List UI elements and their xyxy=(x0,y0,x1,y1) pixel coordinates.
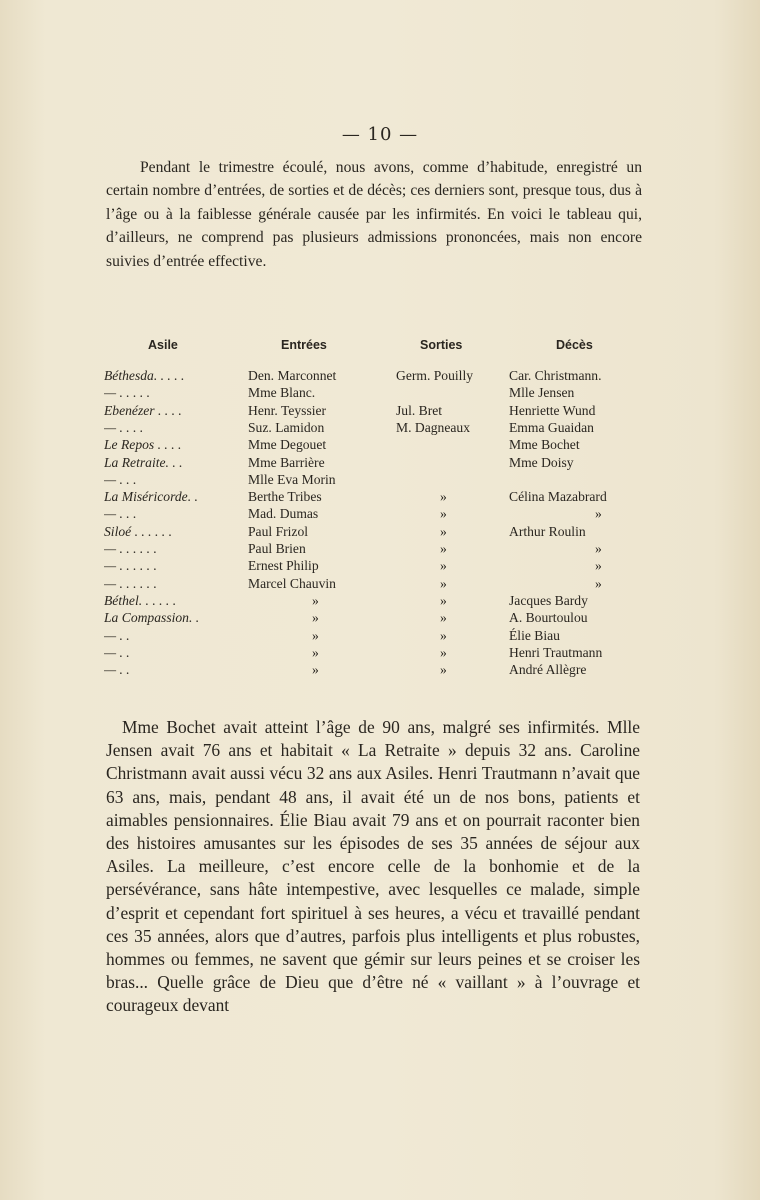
cell-asile: — . . . xyxy=(104,506,137,522)
header-entrees: Entrées xyxy=(281,338,327,352)
cell-entree: Mme Blanc. xyxy=(248,385,316,401)
header-deces: Décès xyxy=(556,338,593,352)
cell-sortie: » xyxy=(440,627,447,643)
cell-deces: Mme Doisy xyxy=(509,454,574,470)
cell-deces: A. Bourtoulou xyxy=(509,610,588,626)
table-row xyxy=(0,593,760,610)
cell-entree: » xyxy=(312,627,319,643)
cell-sortie: » xyxy=(440,541,447,556)
cell-asile: Béthel. . . . . . xyxy=(104,592,177,608)
cell-deces: Mme Bochet xyxy=(509,437,580,453)
cell-asile: La Miséricorde. . xyxy=(104,489,198,505)
cell-asile: La Retraite. . . xyxy=(104,454,183,470)
cell-asile: — . . xyxy=(104,644,130,660)
cell-asile: Béthesda. . . . . xyxy=(104,368,185,383)
cell-asile: Siloé . . . . . . xyxy=(104,523,172,539)
cell-entree: Mme Barrière xyxy=(248,454,325,470)
cell-asile: — . . xyxy=(104,627,130,643)
table-row xyxy=(0,558,760,575)
cell-sortie: » xyxy=(440,558,447,574)
table-row xyxy=(0,437,760,454)
closing-paragraph xyxy=(106,716,640,1018)
cell-deces: Jacques Bardy xyxy=(509,592,588,608)
table-row xyxy=(0,662,760,679)
cell-deces: Élie Biau xyxy=(509,627,560,643)
cell-entree: Henr. Teyssier xyxy=(248,402,327,418)
cell-entree: Mlle Eva Morin xyxy=(248,471,336,487)
table-row xyxy=(0,645,760,662)
cell-deces: Car. Christmann. xyxy=(509,368,602,383)
cell-asile: — . . . . . . xyxy=(104,558,157,574)
cell-deces: » xyxy=(595,558,602,574)
table-row xyxy=(0,472,760,489)
cell-deces: » xyxy=(595,541,602,556)
cell-sortie: » xyxy=(440,644,447,660)
cell-sortie: M. Dagneaux xyxy=(396,419,470,435)
table-row xyxy=(0,368,760,385)
cell-asile: Le Repos . . . . xyxy=(104,437,182,453)
table-row xyxy=(0,506,760,523)
cell-deces: Emma Guaidan xyxy=(509,419,594,435)
table-row xyxy=(0,576,760,593)
cell-sortie: » xyxy=(440,610,447,626)
cell-asile: — . . . . . . xyxy=(104,575,157,591)
header-asile: Asile xyxy=(148,338,178,352)
intro-paragraph-text: Pendant le trimestre écoulé, nous avons, comme d’habitude, enregistré un certain nombre d’entrées, de sorties et de décès; ces derniers sont, presque tous, dus à l’âge ou à la faiblesse générale causée par les infirmités. En voici le tableau qui, d’ailleurs, ne comprend pas plusieurs admissions prononcées, mais non encore suivies d’entrée effective. xyxy=(106,159,642,270)
cell-asile: — . . . xyxy=(104,471,137,487)
cell-sortie: » xyxy=(440,506,447,522)
cell-deces: André Allègre xyxy=(509,662,587,678)
cell-entree: Den. Marconnet xyxy=(248,368,337,383)
cell-entree: Paul Frizol xyxy=(248,523,309,539)
cell-deces: Henri Trautmann xyxy=(509,644,603,660)
cell-sortie: Germ. Pouilly xyxy=(396,368,474,383)
cell-deces: Henriette Wund xyxy=(509,402,596,418)
intro-paragraph xyxy=(106,156,642,273)
cell-entree: Suz. Lamidon xyxy=(248,419,325,435)
table-row xyxy=(0,524,760,541)
cell-deces: Mlle Jensen xyxy=(509,385,575,401)
cell-sortie: » xyxy=(440,575,447,591)
table-row xyxy=(0,610,760,627)
cell-entree: » xyxy=(312,610,319,626)
cell-entree: Berthe Tribes xyxy=(248,489,322,505)
cell-entree: » xyxy=(312,662,319,678)
cell-entree: » xyxy=(312,592,319,608)
cell-deces: » xyxy=(595,575,602,591)
header-sorties: Sorties xyxy=(420,338,463,352)
table-row xyxy=(0,403,760,420)
cell-sortie: Jul. Bret xyxy=(396,402,443,418)
cell-asile: — . . xyxy=(104,662,130,678)
cell-sortie: » xyxy=(440,592,447,608)
closing-paragraph-text: Mme Bochet avait atteint l’âge de 90 ans, malgré ses infirmités. Mlle Jensen avait 76 ans et habitait « La Retraite » depuis 32 ans. Caroline Christmann avait aussi vécu 32 ans aux Asiles. Henri Trautmann n’avait que 63 ans, mais, pendant 48 ans, il avait été un de nos bons, patients et aimables pensionnaires. Élie Biau avait 79 ans et on pourrait raconter bien des histoires amusantes sur les épisodes de ses 35 années de séjour aux Asiles. La meilleure, c’est encore celle de la bonhomie et de la persévérance, sans hâte intempestive, avec lesquelles ce malade, simple d’esprit et cependant fort spirituel à ses heures, a vécu et travaillé pendant ces 35 années, alors que d’autres, parfois plus intelligents et plus robustes, hommes ou femmes, ne savent que gémir sur leurs peines et se croiser les bras... Quelle grâce de Dieu que d’être né « vaillant » à l’ouvrage et courageux devant xyxy=(106,717,640,1016)
cell-entree: Marcel Chauvin xyxy=(248,575,336,591)
cell-deces: Célina Mazabrard xyxy=(509,489,607,505)
cell-entree: Mme Degouet xyxy=(248,437,327,453)
table-row xyxy=(0,628,760,645)
page-number: — 10 — xyxy=(341,124,419,145)
cell-deces: Arthur Roulin xyxy=(509,523,586,539)
table-row xyxy=(0,489,760,506)
cell-deces: » xyxy=(595,506,602,522)
table-row xyxy=(0,420,760,437)
cell-asile: Ebenézer . . . . xyxy=(104,402,182,418)
cell-entree: » xyxy=(312,644,319,660)
cell-asile: La Compassion. . xyxy=(104,610,200,626)
cell-asile: — . . . . . . xyxy=(104,541,157,556)
table-row xyxy=(0,385,760,402)
cell-asile: — . . . . . xyxy=(104,385,151,401)
cell-entree: Paul Brien xyxy=(248,541,306,556)
cell-entree: Ernest Philip xyxy=(248,558,319,574)
cell-sortie: » xyxy=(440,523,447,539)
cell-asile: — . . . . xyxy=(104,419,144,435)
cell-entree: Mad. Dumas xyxy=(248,506,319,522)
table-row xyxy=(0,455,760,472)
cell-sortie: » xyxy=(440,662,447,678)
table-row xyxy=(0,541,760,558)
cell-sortie: » xyxy=(440,489,447,505)
